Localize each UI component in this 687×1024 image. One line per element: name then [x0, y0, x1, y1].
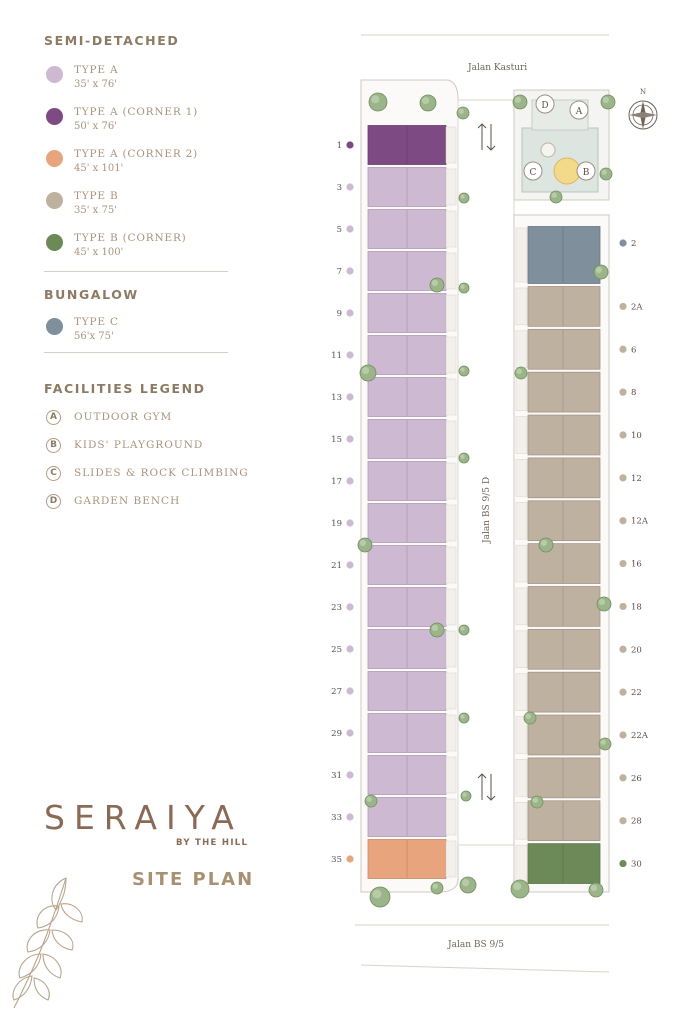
unit-lot-29 [331, 714, 456, 753]
tree-icon [365, 795, 377, 807]
unit-lot-8 [516, 372, 636, 412]
unit-number: 13 [331, 393, 342, 403]
unit-marker [619, 560, 626, 567]
tree-icon [599, 738, 611, 750]
unit-number: 35 [331, 855, 342, 865]
unit-marker [346, 561, 353, 568]
unit-roof [528, 227, 600, 284]
tree-icon [358, 538, 372, 552]
unit-marker [619, 731, 626, 738]
type-name: TYPE B (CORNER) [74, 232, 187, 244]
facility-label: OUTDOOR GYM [74, 411, 173, 423]
brand-logo: SERAIYA [44, 798, 243, 837]
unit-lot-20 [516, 629, 642, 669]
type-name: TYPE A (CORNER 2) [74, 148, 199, 160]
unit-porch [446, 127, 456, 163]
unit-roof [528, 329, 600, 369]
bungalow-title: BUNGALOW [44, 287, 139, 302]
unit-number: 21 [331, 561, 342, 571]
unit-porch [516, 759, 527, 796]
unit-porch [516, 545, 527, 582]
unit-porch [446, 631, 456, 667]
unit-marker [346, 855, 353, 862]
unit-number: 22 [631, 688, 642, 699]
inner-road [458, 100, 514, 845]
unit-porch [446, 379, 456, 415]
facility-label: SLIDES & ROCK CLIMBING [74, 467, 249, 479]
unit-roof [528, 415, 600, 455]
semi-detached-title: SEMI-DETACHED [44, 33, 180, 48]
unit-number: 7 [336, 267, 342, 277]
type-name: TYPE B [74, 190, 119, 202]
unit-roof [528, 587, 600, 627]
park-label-c: C [529, 168, 537, 178]
tree-icon [513, 95, 527, 109]
road-edge [361, 965, 609, 972]
unit-porch [516, 631, 527, 668]
tree-icon [431, 882, 443, 894]
type-name: TYPE C [74, 316, 119, 328]
type-size: 56'x 75' [74, 331, 114, 342]
unit-marker [619, 303, 626, 310]
facility-key: C [46, 466, 61, 481]
road-center-label: Jalan BS 9/5 D [482, 476, 492, 544]
unit-number: 31 [331, 771, 342, 781]
type-size: 45' x 101' [74, 163, 124, 174]
unit-porch [446, 169, 456, 205]
tree-icon [600, 168, 612, 180]
unit-lot-17 [331, 462, 456, 501]
facility-label: GARDEN BENCH [74, 495, 181, 507]
tree-icon [457, 107, 469, 119]
unit-lot-30 [516, 844, 642, 884]
unit-marker [346, 309, 353, 316]
unit-lot-12 [516, 458, 642, 498]
type-size: 50' x 76' [74, 121, 117, 132]
unit-lot-5 [337, 210, 456, 249]
unit-lot-12A [516, 501, 649, 541]
unit-lot-26 [516, 758, 642, 798]
unit-marker [346, 687, 353, 694]
facility-key: D [46, 494, 61, 509]
park-area [514, 90, 609, 200]
facility-key: B [46, 438, 61, 453]
unit-number: 1 [336, 141, 342, 151]
type-size: 35' x 76' [74, 79, 117, 90]
right-units-layer [516, 227, 649, 884]
unit-marker [346, 771, 353, 778]
unit-marker [346, 267, 353, 274]
tree-icon [589, 883, 603, 897]
tree-icon [524, 712, 536, 724]
unit-number: 10 [631, 431, 642, 441]
unit-roof [528, 715, 600, 755]
unit-number: 15 [331, 435, 342, 445]
unit-lot-10 [516, 415, 642, 455]
facilities-title: FACILITIES LEGEND [44, 381, 206, 396]
unit-number: 2 [631, 239, 637, 249]
unit-number: 3 [336, 183, 342, 193]
unit-lot-2A [516, 287, 643, 327]
unit-number: 25 [331, 645, 342, 655]
unit-lot-11 [331, 336, 456, 375]
unit-marker [619, 389, 626, 396]
unit-porch [446, 799, 456, 835]
unit-marker [346, 603, 353, 610]
unit-number: 33 [331, 813, 342, 823]
tree-icon [531, 796, 543, 808]
unit-lot-9 [337, 294, 456, 333]
unit-lot-3 [337, 168, 456, 207]
unit-porch [446, 421, 456, 457]
unit-number: 23 [331, 603, 342, 613]
unit-porch [446, 673, 456, 709]
unit-lot-33 [331, 798, 456, 837]
unit-number: 17 [331, 477, 342, 487]
unit-number: 2A [631, 302, 643, 313]
tree-icon [459, 193, 469, 203]
unit-marker [619, 474, 626, 481]
unit-marker [346, 519, 353, 526]
unit-porch [446, 211, 456, 247]
unit-number: 28 [631, 816, 642, 827]
unit-lot-22A [516, 715, 649, 755]
unit-roof [528, 844, 600, 884]
tree-icon [511, 880, 529, 898]
unit-roof [528, 672, 600, 712]
unit-lot-15 [331, 420, 456, 459]
road-bottom-label: Jalan BS 9/5 [448, 940, 504, 950]
compass-north-label: N [639, 88, 647, 96]
road-top-label: Jalan Kasturi [468, 63, 528, 73]
tree-icon [539, 538, 553, 552]
unit-marker [346, 645, 353, 652]
park-label-a: A [575, 107, 583, 117]
unit-porch [516, 417, 527, 454]
unit-number: 20 [631, 645, 642, 656]
unit-lot-13 [331, 378, 456, 417]
unit-porch [446, 295, 456, 331]
tree-icon [594, 265, 608, 279]
facility-key: A [46, 410, 61, 425]
unit-marker [346, 813, 353, 820]
park-label-d: D [541, 101, 549, 111]
unit-marker [619, 517, 626, 524]
tree-icon [459, 453, 469, 463]
unit-number: 30 [631, 859, 642, 870]
unit-porch [446, 589, 456, 625]
unit-porch [516, 502, 527, 539]
unit-porch [446, 841, 456, 877]
tree-icon [597, 597, 611, 611]
unit-marker [619, 646, 626, 653]
unit-number: 9 [336, 309, 342, 319]
unit-porch [516, 845, 527, 882]
type-size: 35' x 75' [74, 205, 117, 216]
unit-lot-19 [331, 504, 456, 543]
unit-porch [516, 588, 527, 625]
unit-porch [516, 331, 527, 368]
unit-marker [346, 477, 353, 484]
unit-marker [346, 351, 353, 358]
tree-icon [430, 623, 444, 637]
unit-lot-22 [516, 672, 642, 712]
brand-tagline: BY THE HILL [176, 838, 249, 848]
unit-number: 12 [631, 473, 642, 484]
unit-porch [516, 228, 527, 282]
unit-porch [446, 463, 456, 499]
site-plan-title: SITE PLAN [132, 869, 255, 890]
unit-lot-21 [331, 546, 456, 585]
unit-marker [619, 346, 626, 353]
unit-lot-1 [337, 126, 456, 165]
unit-marker [619, 860, 626, 867]
unit-lot-2 [516, 227, 636, 284]
type-name: TYPE A [74, 64, 119, 76]
tree-icon [515, 367, 527, 379]
tree-icon [369, 93, 387, 111]
unit-porch [446, 715, 456, 751]
unit-number: 6 [631, 345, 637, 356]
unit-porch [446, 757, 456, 793]
unit-porch [516, 674, 527, 711]
unit-roof [528, 758, 600, 798]
unit-lot-31 [331, 756, 456, 795]
tree-icon [430, 278, 444, 292]
unit-porch [446, 253, 456, 289]
unit-marker [619, 431, 626, 438]
facility-label: KIDS' PLAYGROUND [74, 439, 204, 451]
unit-roof [528, 629, 600, 669]
unit-number: 27 [331, 687, 342, 697]
unit-lot-6 [516, 329, 636, 369]
unit-marker [346, 225, 353, 232]
unit-lot-35 [331, 840, 456, 879]
tree-icon [370, 887, 390, 907]
unit-lot-27 [331, 672, 456, 711]
type-name: TYPE A (CORNER 1) [74, 106, 199, 118]
tree-icon [360, 365, 376, 381]
unit-roof [528, 501, 600, 541]
unit-porch [446, 505, 456, 541]
unit-porch [516, 459, 527, 496]
tree-icon [459, 283, 469, 293]
unit-roof [528, 544, 600, 584]
tree-icon [461, 791, 471, 801]
tree-icon [459, 366, 469, 376]
unit-number: 26 [631, 773, 642, 784]
unit-marker [346, 435, 353, 442]
unit-marker [619, 239, 626, 246]
unit-roof [528, 287, 600, 327]
unit-roof [528, 372, 600, 412]
tree-icon [459, 625, 469, 635]
unit-number: 11 [331, 351, 342, 361]
unit-marker [619, 689, 626, 696]
tree-icon [550, 191, 562, 203]
unit-marker [346, 393, 353, 400]
unit-porch [516, 802, 527, 839]
unit-marker [619, 603, 626, 610]
unit-number: 16 [631, 559, 642, 570]
park-label-b: B [582, 168, 590, 178]
type-size: 45' x 100' [74, 247, 124, 258]
unit-marker [346, 141, 353, 148]
unit-marker [619, 774, 626, 781]
unit-lot-16 [516, 544, 642, 584]
unit-number: 29 [331, 729, 342, 739]
unit-number: 5 [336, 225, 342, 235]
unit-porch [516, 288, 527, 325]
unit-number: 19 [331, 519, 342, 529]
unit-number: 12A [631, 516, 648, 527]
unit-porch [446, 547, 456, 583]
unit-marker [619, 817, 626, 824]
unit-roof [528, 458, 600, 498]
unit-marker [346, 183, 353, 190]
unit-lot-18 [516, 587, 642, 627]
unit-lot-23 [331, 588, 456, 627]
tree-icon [601, 95, 615, 109]
unit-porch [446, 337, 456, 373]
tree-icon [460, 877, 476, 893]
compass-icon [629, 88, 657, 129]
unit-marker [346, 729, 353, 736]
tree-icon [420, 95, 436, 111]
tree-icon [459, 713, 469, 723]
unit-number: 18 [631, 602, 642, 613]
unit-number: 22A [631, 731, 648, 741]
unit-number: 8 [631, 388, 637, 399]
